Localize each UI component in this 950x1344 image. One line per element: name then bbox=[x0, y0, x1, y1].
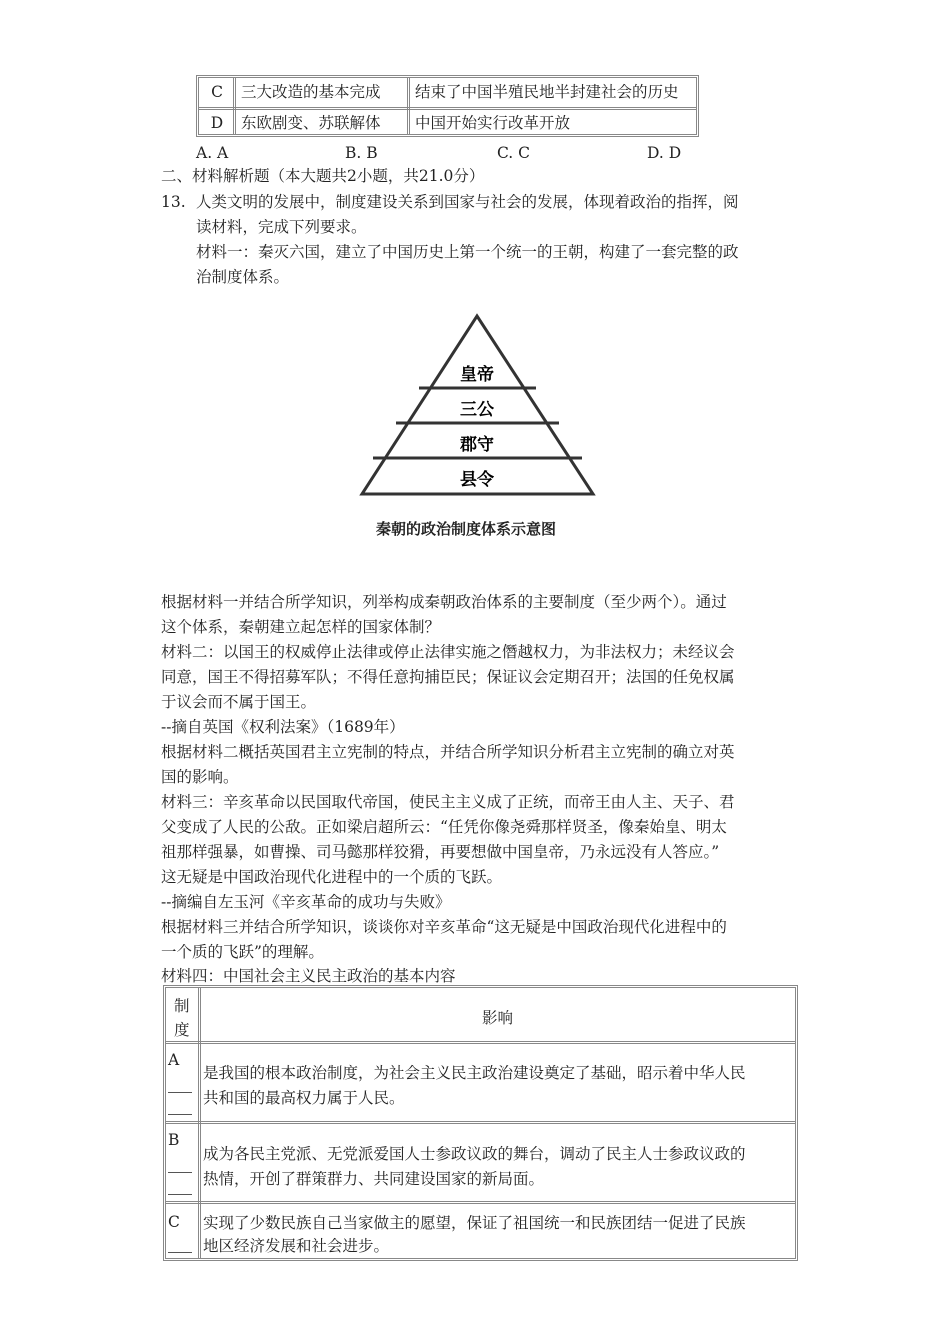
row-impact-line: 共和国的最高权力属于人民。 bbox=[203, 1089, 405, 1107]
answer-blank bbox=[168, 1092, 192, 1093]
section-heading: 二、材料解析题（本大题共2小题，共21.0分） bbox=[161, 167, 485, 185]
row-letter: C bbox=[211, 83, 223, 101]
choice-a: A. A bbox=[196, 144, 229, 162]
system-table bbox=[163, 985, 798, 1261]
tier-three-dukes: 三公 bbox=[460, 400, 494, 420]
body-line: 这无疑是中国政治现代化进程中的一个质的飞跃。 bbox=[161, 868, 503, 886]
diagram-caption: 秦朝的政治制度体系示意图 bbox=[376, 520, 557, 538]
row-divider bbox=[166, 1041, 795, 1044]
row-letter: D bbox=[210, 114, 224, 132]
material-one-line: 治制度体系。 bbox=[196, 268, 290, 286]
body-line: 这个体系，秦朝建立起怎样的国家体制？ bbox=[161, 618, 441, 636]
body-line: 同意，国王不得招募军队；不得任意拘捕臣民；保证议会定期召开；法国的任免权属 bbox=[161, 668, 735, 686]
body-line: 一个质的飞跃”的理解。 bbox=[161, 943, 324, 961]
source-line: --摘编自左玉河《辛亥革命的成功与失败》 bbox=[161, 893, 451, 911]
row-impact-line: 是我国的根本政治制度，为社会主义民主政治建设奠定了基础，昭示着中华人民 bbox=[203, 1064, 746, 1082]
row-result: 中国开始实行改革开放 bbox=[415, 114, 571, 132]
row-event: 东欧剧变、苏联解体 bbox=[241, 114, 381, 132]
tier-commandery: 郡守 bbox=[460, 435, 494, 455]
choice-c: C. C bbox=[497, 144, 531, 162]
row-letter: A bbox=[168, 1051, 180, 1069]
answer-blank bbox=[168, 1252, 192, 1253]
body-line: 祖那样强暴，如曹操、司马懿那样狡猾，再要想做中国皇帝，乃永远没有人答应。” bbox=[161, 843, 720, 861]
question-intro-line: 人类文明的发展中，制度建设关系到国家与社会的发展，体现着政治的指挥，阅 bbox=[196, 193, 739, 211]
row-letter: B bbox=[168, 1131, 180, 1149]
row-impact-line: 地区经济发展和社会进步。 bbox=[203, 1237, 390, 1255]
body-line: 父变成了人民的公敌。正如梁启超所云：“任凭你像尧舜那样贤圣，像秦始皇、明太 bbox=[161, 818, 727, 836]
qin-political-pyramid bbox=[355, 310, 600, 500]
header-col2: 影响 bbox=[482, 1009, 514, 1027]
header-col1-b: 度 bbox=[174, 1021, 190, 1039]
row-impact-line: 成为各民主党派、无党派爱国人士参政议政的舞台，调动了民主人士参政议政的 bbox=[203, 1145, 746, 1163]
tier-county: 县令 bbox=[460, 470, 494, 490]
body-line: 材料二：以国王的权威停止法律或停止法律实施之僭越权力，为非法权力；未经议会 bbox=[161, 643, 735, 661]
body-line: 于议会而不属于国王。 bbox=[161, 693, 317, 711]
row-divider bbox=[166, 1201, 795, 1204]
row-impact-line: 热情，开创了群策群力、共同建设国家的新局面。 bbox=[203, 1170, 545, 1188]
row-event: 三大改造的基本完成 bbox=[241, 83, 381, 101]
table-row bbox=[199, 78, 696, 106]
tier-emperor: 皇帝 bbox=[460, 365, 494, 385]
row-result: 结束了中国半殖民地半封建社会的历史 bbox=[415, 83, 679, 101]
answer-blank bbox=[168, 1172, 192, 1173]
body-line: 国的影响。 bbox=[161, 768, 239, 786]
options-table bbox=[196, 75, 699, 137]
choice-b: B. B bbox=[345, 144, 378, 162]
body-line: 根据材料一并结合所学知识，列举构成秦朝政治体系的主要制度（至少两个）。通过 bbox=[161, 593, 727, 611]
body-line: 根据材料三并结合所学知识，谈谈你对辛亥革命“这无疑是中国政治现代化进程中的 bbox=[161, 918, 727, 936]
header-col1-a: 制 bbox=[174, 997, 190, 1015]
row-impact-line: 实现了少数民族自己当家做主的愿望，保证了祖国统一和民族团结一促进了民族 bbox=[203, 1214, 746, 1232]
body-line: 材料四：中国社会主义民主政治的基本内容 bbox=[161, 967, 456, 985]
body-line: 根据材料二概括英国君主立宪制的特点，并结合所学知识分析君主立宪制的确立对英 bbox=[161, 743, 735, 761]
row-letter: C bbox=[168, 1213, 180, 1231]
question-intro-line: 读材料，完成下列要求。 bbox=[196, 218, 367, 236]
choice-d: D. D bbox=[647, 144, 682, 162]
answer-blank bbox=[168, 1114, 192, 1115]
row-divider bbox=[166, 1121, 795, 1124]
source-line: --摘自英国《权利法案》（1689年） bbox=[161, 718, 405, 736]
column-divider bbox=[233, 78, 236, 134]
material-one-line: 材料一：秦灭六国，建立了中国历史上第一个统一的王朝，构建了一套完整的政 bbox=[196, 243, 739, 261]
table-row bbox=[199, 109, 696, 137]
body-line: 材料三：辛亥革命以民国取代帝国，使民主主义成了正统，而帝王由人主、天子、君 bbox=[161, 793, 735, 811]
question-number: 13. bbox=[161, 193, 186, 211]
column-divider bbox=[407, 78, 410, 134]
answer-blank bbox=[168, 1194, 192, 1195]
